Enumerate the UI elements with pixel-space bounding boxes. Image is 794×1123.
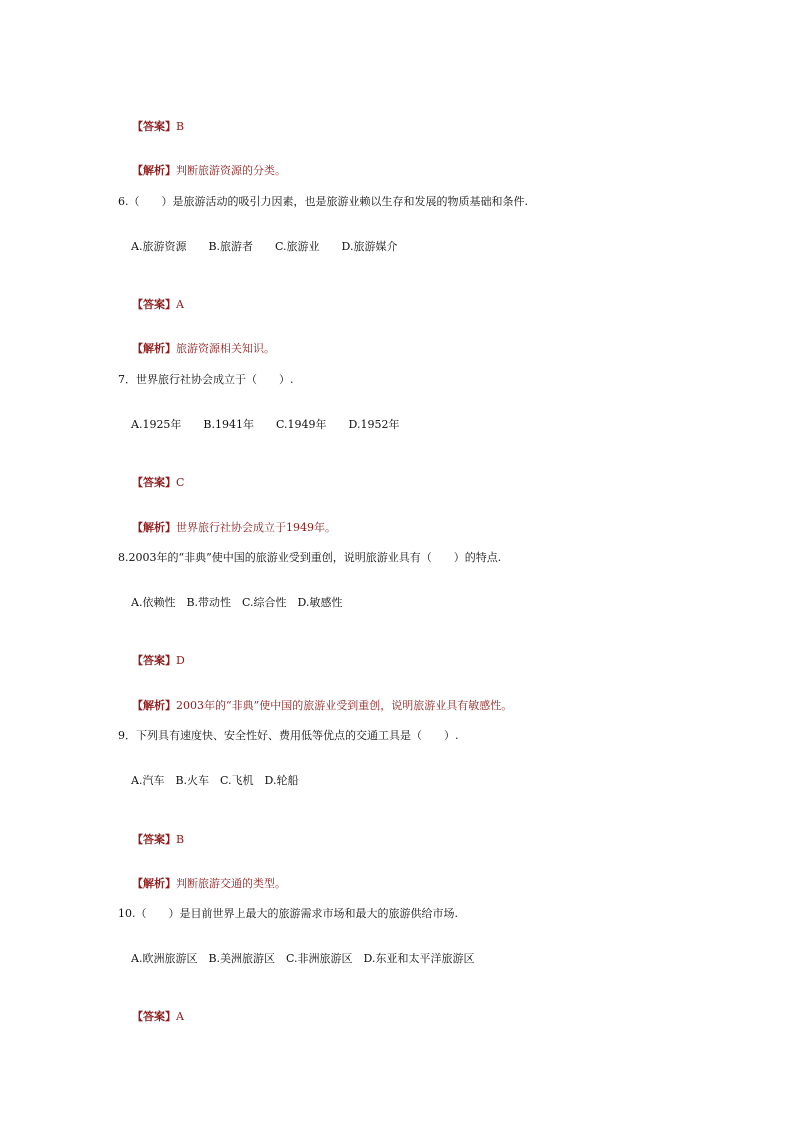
explanation-text: 判断旅游资源的分类。 (176, 164, 286, 177)
answer-value: C (176, 476, 185, 489)
explanation-line (118, 507, 336, 549)
answer-line (118, 819, 184, 861)
explanation-tag: 【解析】 (132, 342, 176, 355)
options-6: A.旅游资源 B.旅游者 C.旅游业 D.旅游媒介 (131, 240, 398, 253)
explanation-line (118, 863, 286, 905)
explanation-text: 2003年的“非典”使中国的旅游业受到重创，说明旅游业具有敏感性。 (176, 699, 513, 712)
answer-line (118, 462, 184, 504)
options-9: A.汽车 B.火车 C.飞机 D.轮船 (131, 774, 299, 787)
explanation-tag: 【解析】 (132, 521, 176, 534)
answer-tag: 【答案】 (132, 1010, 176, 1023)
answer-tag: 【答案】 (132, 298, 176, 311)
question-9: 9．下列具有速度快、安全性好、费用低等优点的交通工具是（ ）. (118, 729, 459, 742)
explanation-tag: 【解析】 (132, 877, 176, 890)
question-10: 10.（ ）是目前世界上最大的旅游需求市场和最大的旅游供给市场. (118, 907, 458, 920)
explanation-tag: 【解析】 (132, 699, 176, 712)
question-7: 7．世界旅行社协会成立于（ ）. (118, 373, 294, 386)
explanation-text: 世界旅行社协会成立于1949年。 (176, 521, 336, 534)
explanation-line (118, 150, 286, 192)
answer-line (118, 284, 184, 326)
answer-value: D (176, 654, 185, 667)
answer-value: B (176, 833, 185, 846)
answer-tag: 【答案】 (132, 120, 176, 133)
question-6: 6.（ ）是旅游活动的吸引力因素，也是旅游业赖以生存和发展的物质基础和条件. (118, 195, 528, 208)
answer-tag: 【答案】 (132, 833, 176, 846)
answer-tag: 【答案】 (132, 654, 176, 667)
explanation-tag: 【解析】 (132, 164, 176, 177)
answer-line (118, 640, 185, 682)
options-7: A.1925年 B.1941年 C.1949年 D.1952年 (131, 418, 400, 431)
options-10: A.欧洲旅游区 B.美洲旅游区 C.非洲旅游区 D.东亚和太平洋旅游区 (131, 952, 475, 965)
answer-line (118, 996, 184, 1038)
explanation-line (118, 685, 512, 727)
answer-line (118, 106, 184, 148)
answer-value: A (176, 298, 184, 311)
answer-value: A (176, 1010, 184, 1023)
question-8: 8.2003年的“非典”使中国的旅游业受到重创，说明旅游业具有（ ）的特点. (118, 551, 502, 564)
explanation-line (118, 328, 275, 370)
answer-tag: 【答案】 (132, 476, 176, 489)
explanation-text: 判断旅游交通的类型。 (176, 877, 286, 890)
answer-value: B (176, 120, 185, 133)
explanation-text: 旅游资源相关知识。 (176, 342, 275, 355)
options-8: A.依赖性 B.带动性 C.综合性 D.敏感性 (131, 596, 343, 609)
